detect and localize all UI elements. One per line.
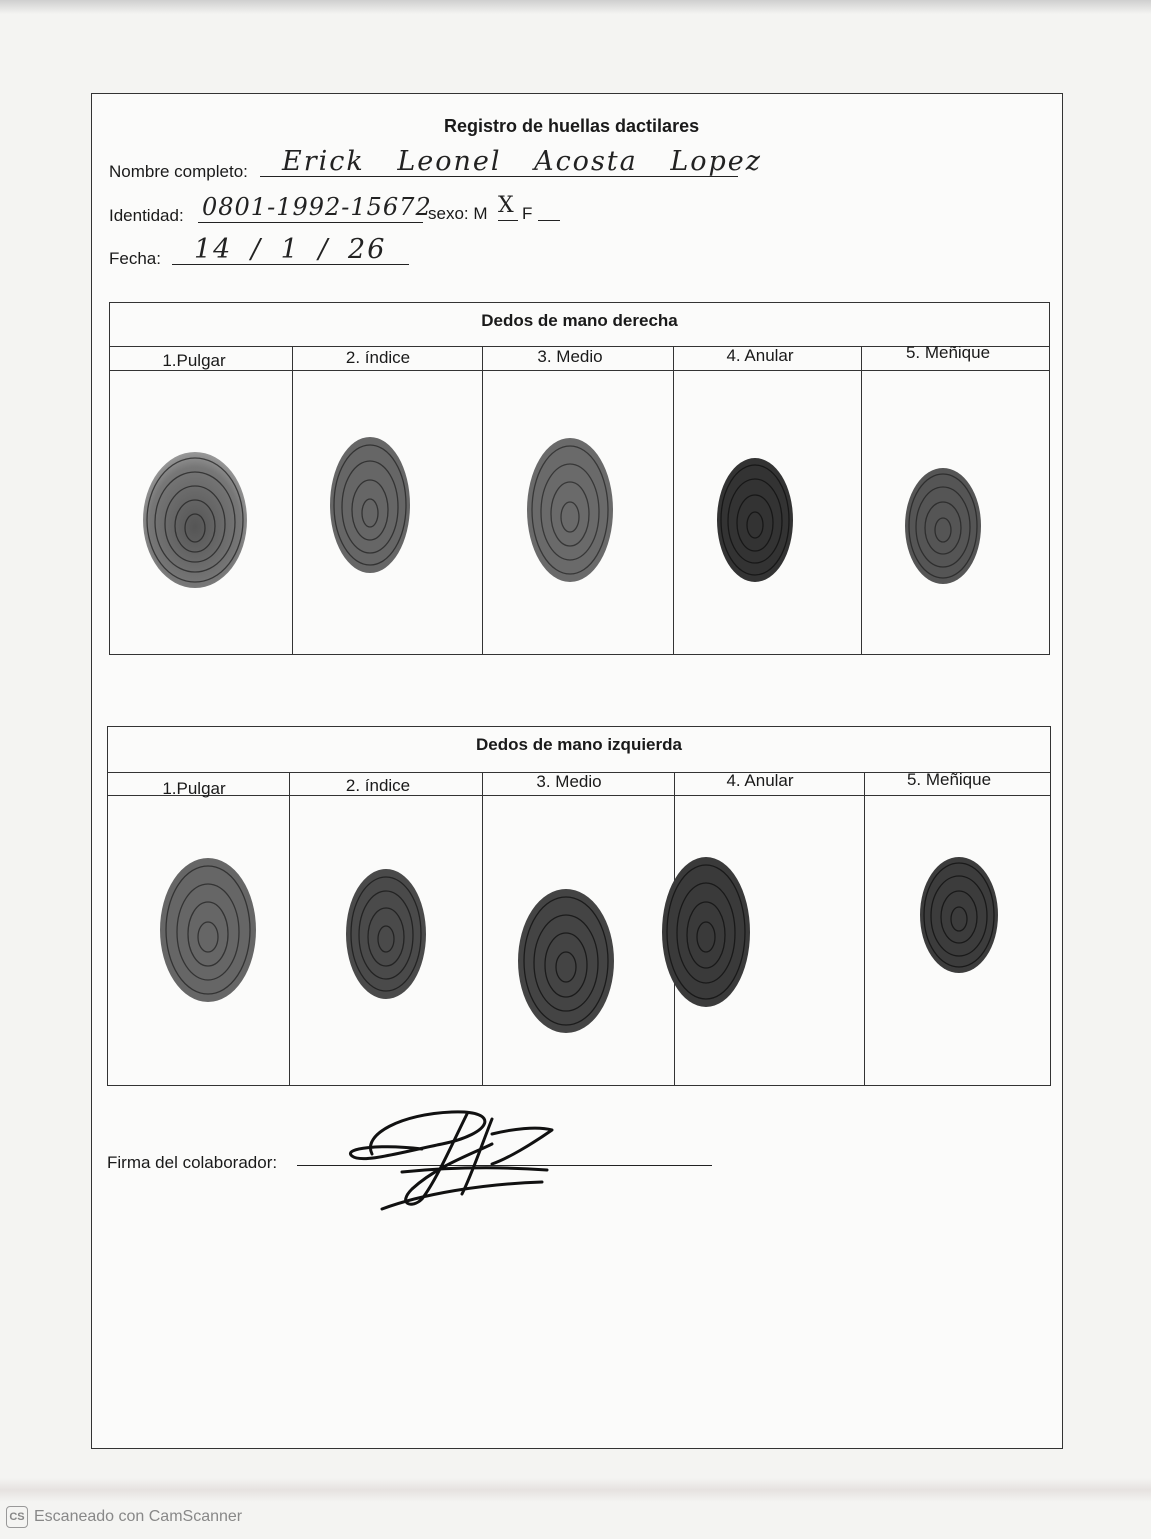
right-finger-label-thumb: 1.Pulgar [162,351,226,370]
sex-mark: X [498,193,516,218]
right-finger-label-pinky: 5. Meñique [905,343,991,362]
left-hand-table [107,726,1051,1086]
name-value: Erick Leonel Acosta Lopez [282,146,762,177]
right-finger-label-middle: 3. Medio [537,347,603,366]
left-hand-title: Dedos de mano izquierda [476,735,682,754]
right-finger-label-ring: 4. Anular [726,346,794,365]
date-value: 14 / 1 / 26 [194,234,387,265]
scan-edge-top [0,0,1151,14]
id-underline [198,222,423,223]
scanner-watermark [6,1506,242,1528]
left-pinky-fingerprint [918,855,1000,980]
left-col-divider-4 [864,772,865,1085]
signature-scribble [342,1104,572,1214]
left-ring-fingerprint [660,855,752,1010]
right-hand-title: Dedos de mano derecha [481,311,678,330]
camscanner-icon: CS [6,1506,28,1528]
right-col-divider-3 [673,346,674,654]
right-col-divider-1 [292,346,293,654]
left-finger-label-index: 2. índice [345,776,411,795]
right-col-divider-4 [861,346,862,654]
left-finger-label-middle: 3. Medio [536,772,602,791]
left-finger-label-ring: 4. Anular [726,771,794,790]
left-col-divider-1 [289,772,290,1085]
left-thumb-fingerprint [158,855,258,1005]
right-finger-label-index: 2. índice [345,348,411,367]
id-value: 0801-1992-15672 [202,193,432,221]
left-finger-label-thumb: 1.Pulgar [162,779,226,798]
id-label: Identidad: [109,206,184,225]
scan-edge-bottom [0,1478,1151,1502]
signature-label: Firma del colaborador: [107,1153,278,1172]
name-label: Nombre completo: [109,162,248,181]
right-thumb-fingerprint [140,448,250,593]
right-pinky-fingerprint [903,466,983,586]
left-index-fingerprint [344,867,429,1002]
right-ring-fingerprint [715,455,795,585]
date-label: Fecha: [109,249,161,268]
right-middle-fingerprint [525,435,615,585]
form-sheet [91,93,1063,1449]
right-col-divider-2 [482,346,483,654]
left-middle-fingerprint [516,887,616,1035]
right-index-fingerprint [328,435,413,575]
right-hand-table [109,302,1050,655]
sex-f-label: F [522,204,533,223]
sex-f-underline [538,220,560,221]
scanner-watermark-text: Escaneado con CamScanner [34,1508,243,1525]
sex-m-underline [498,220,518,221]
form-title: Registro de huellas dactilares [444,116,700,136]
left-finger-label-pinky: 5. Meñique [906,770,992,789]
left-col-divider-2 [482,772,483,1085]
sex-label: sexo: M [428,204,488,223]
